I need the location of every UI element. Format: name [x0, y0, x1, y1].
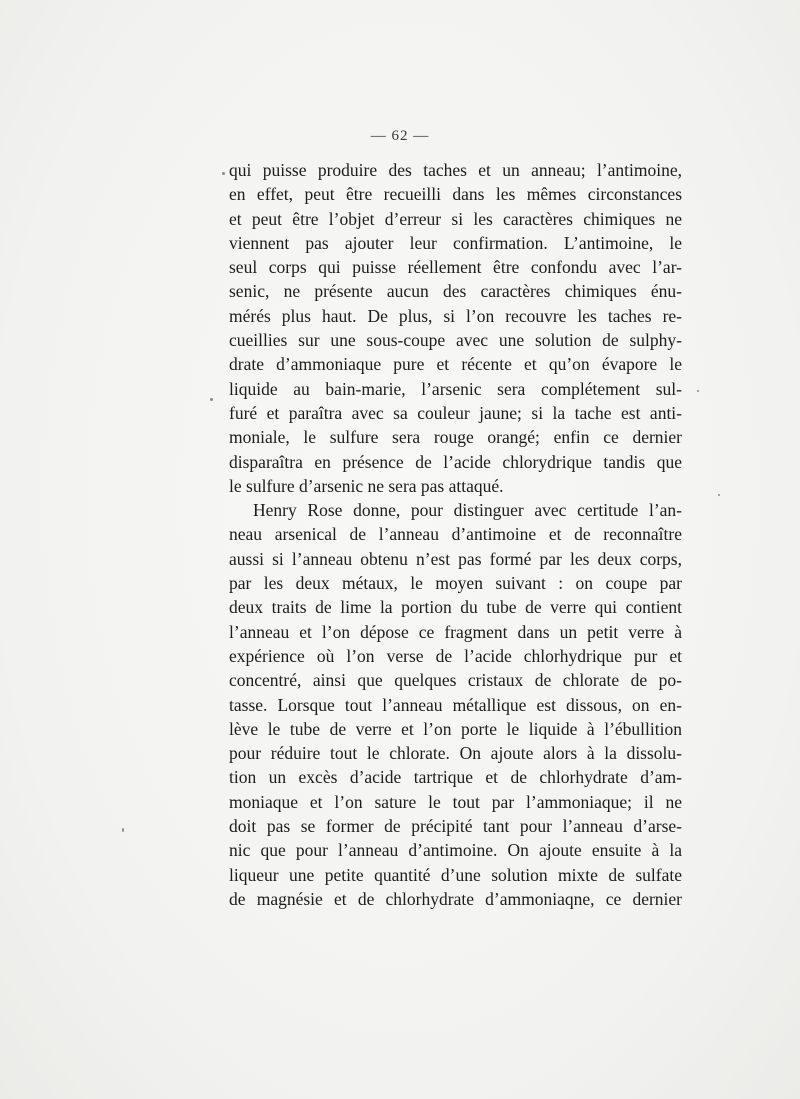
text-line: moniaque et l’on sature le tout par l’ammoniaque; il ne [229, 791, 682, 812]
paragraph-end-line: le sulfure d’arsenic ne sera pas attaqué. [229, 475, 504, 496]
text-line: concentré, ainsi que quelques cristaux de chlorate de po- [229, 670, 682, 691]
ink-speck [222, 172, 225, 175]
text-line: l’anneau et l’on dépose ce fragment dans un petit verre à [229, 621, 682, 642]
text-line: par les deux métaux, le moyen suivant : on coupe par [229, 573, 682, 594]
ink-speck [210, 398, 213, 401]
text-line: et peut être l’objet d’erreur si les caractères chimiques ne [229, 208, 682, 229]
page-number: — 62 — [370, 128, 430, 144]
ink-speck [718, 494, 720, 496]
text-line: drate d’ammoniaque pure et récente et qu’on évapore le [229, 354, 682, 375]
text-line: viennent pas ajouter leur confirmation. L’antimoine, le [229, 232, 682, 253]
body-text [229, 158, 682, 911]
paragraph-start-line: Henry Rose donne, pour distinguer avec certitude l’an- [253, 500, 682, 521]
text-line: liqueur une petite quantité d’une solution mixte de sulfate [229, 864, 682, 885]
text-line: mérés plus haut. De plus, si l’on recouvre les taches re- [229, 305, 682, 326]
text-line: disparaîtra en présence de l’acide chlorydrique tandis que [229, 451, 682, 472]
text-line: doit pas se former de précipité tant pour l’anneau d’arse- [229, 816, 682, 837]
text-line: tasse. Lorsque tout l’anneau métallique est dissous, on en- [229, 694, 682, 715]
text-line: seul corps qui puisse réellement être confondu avec l’ar- [229, 257, 682, 278]
text-line: cueillies sur une sous-coupe avec une solution de sulphy- [229, 330, 682, 351]
text-line: liquide au bain-marie, l’arsenic sera complétement sul- [229, 378, 682, 399]
text-line: qui puisse produire des taches et un anneau; l’antimoine, [229, 160, 682, 180]
text-line: expérience où l’on verse de l’acide chlorhydrique pur et [229, 645, 682, 666]
text-line: en effet, peut être recueilli dans les mêmes circonstances [229, 184, 682, 205]
text-line: furé et paraîtra avec sa couleur jaune; si la tache est anti- [229, 402, 682, 423]
text-line: de magnésie et de chlorhydrate d’ammoniaqne, ce dernier [229, 888, 682, 909]
text-line: pour réduire tout le chlorate. On ajoute alors à la dissolu- [229, 743, 682, 764]
text-line: moniale, le sulfure sera rouge orangé; enfin ce dernier [229, 427, 682, 448]
text-line: neau arsenical de l’anneau d’antimoine et de reconnaître [229, 524, 682, 545]
text-line: lève le tube de verre et l’on porte le liquide à l’ébullition [229, 718, 682, 739]
text-line: deux traits de lime la portion du tube de verre qui contient [229, 597, 682, 618]
ink-speck [697, 390, 699, 392]
text-line: senic, ne présente aucun des caractères chimiques énu- [229, 281, 682, 302]
text-line: aussi si l’anneau obtenu n’est pas formé par les deux corps, [229, 548, 682, 569]
ink-speck [122, 828, 124, 832]
text-line: nic que pour l’anneau d’antimoine. On ajoute ensuite à la [229, 840, 682, 861]
text-line: tion un excès d’acide tartrique et de chlorhydrate d’am- [229, 767, 682, 788]
